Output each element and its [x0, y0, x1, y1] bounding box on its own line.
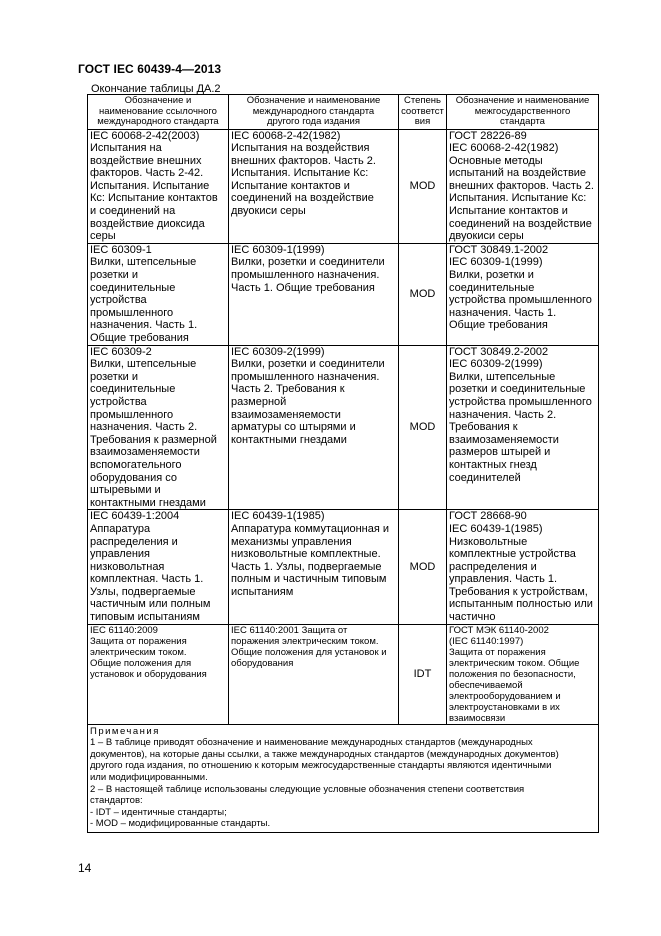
- text-line: установок и оборудования: [90, 668, 207, 680]
- text-line: IEC 61140:2009: [90, 624, 158, 636]
- text-line: механизмы управления: [231, 535, 352, 548]
- text-line: межгосударственного: [474, 105, 571, 117]
- text-line: стандарта: [500, 116, 545, 127]
- text-line: соответст: [401, 105, 444, 117]
- text-line: Кс: Испытание контактов: [90, 192, 218, 205]
- text-line: Аппаратура коммутационная и: [231, 522, 390, 535]
- text-line: Обозначение и наименование: [455, 95, 590, 106]
- text-line: комплектная. Часть 1.: [90, 573, 204, 586]
- text-line: IEC 60309-1(1999): [231, 243, 325, 256]
- text-line: внешних факторов. Часть 2.: [231, 154, 376, 167]
- text-line: вспомогательного: [90, 458, 182, 471]
- text-line: Вилки, штепсельные: [90, 358, 197, 371]
- text-line: Общие положения для: [90, 657, 192, 669]
- text-line: Требования к устройствам,: [449, 585, 588, 598]
- cell-interstate-standard: [447, 243, 599, 345]
- text-line: факторов. Часть 2-42.: [90, 167, 204, 180]
- text-line: назначения. Часть 1.: [449, 306, 557, 319]
- text-line: Испытания на: [90, 142, 162, 155]
- text-line: Общие требования: [90, 332, 189, 344]
- text-line: серы: [90, 230, 116, 243]
- text-line: размеров штырей и: [449, 446, 551, 459]
- text-line: Защита от поражения: [90, 635, 187, 647]
- text-line: распределения и: [449, 560, 537, 573]
- text-line: Вилки, штепсельные: [449, 370, 556, 383]
- text-line: Обозначение и: [124, 95, 192, 106]
- text-line: Обозначение и наименование: [246, 95, 381, 106]
- text-line: Защита от поражения: [449, 646, 546, 658]
- text-line: Часть 2. Требования к: [231, 383, 345, 396]
- text-line: промышленного назначения.: [231, 370, 380, 383]
- text-line: или модифицированными.: [90, 772, 208, 784]
- text-line: ГОСТ МЭК 61140-2002: [449, 624, 549, 636]
- cell-other-edition: [229, 624, 399, 724]
- standards-table: [87, 94, 599, 833]
- cell-degree: MOD: [399, 129, 447, 243]
- text-line: другого года издания, по отношению к которым межгосударственные стандарты являются идентичными: [90, 760, 552, 772]
- text-line: электрическим током. Общие: [449, 657, 580, 669]
- notes-title: Примечания: [90, 725, 160, 737]
- text-line: взаимосвязи: [449, 712, 506, 724]
- table-notes: [88, 724, 599, 832]
- text-line: Испытания. Испытание: [90, 179, 210, 192]
- text-line: распределения и: [90, 535, 178, 548]
- text-line: взаимозаменяемости: [449, 433, 559, 446]
- text-line: контактными гнездами: [231, 433, 347, 446]
- text-line: наименование ссылочного: [99, 105, 217, 117]
- text-line: Вилки, штепсельные: [90, 256, 197, 269]
- text-line: документов), на которые даны ссылки, а также международных стандартов (международных документов): [90, 748, 559, 760]
- text-line: воздействие диоксида: [90, 217, 205, 230]
- text-line: соединительные: [90, 383, 176, 396]
- cell-other-edition: [229, 129, 399, 243]
- text-line: контактных гнезд: [449, 458, 537, 471]
- text-line: контактными гнездами: [90, 496, 206, 509]
- text-line: Часть 1. Общие требования: [231, 281, 375, 294]
- text-line: частично: [449, 611, 496, 624]
- text-line: поражения электрическим током.: [231, 635, 379, 647]
- text-line: IEC 60068-2-42(1982): [449, 142, 559, 155]
- cell-reference-standard: [88, 345, 229, 510]
- text-line: IEC 60068-2-42(1982): [231, 129, 341, 142]
- text-line: Испытания на воздействия: [231, 142, 370, 155]
- text-line: устройства промышленного: [449, 395, 592, 408]
- text-line: оборудования: [231, 657, 294, 669]
- text-line: устройства: [90, 294, 147, 307]
- text-line: взаимозаменяемости: [90, 446, 200, 459]
- text-line: оборудования со: [90, 471, 178, 484]
- text-line: ГОСТ 28668-90: [449, 510, 527, 523]
- text-line: розетки и соединительные: [449, 383, 586, 396]
- text-line: соединительные: [449, 281, 535, 294]
- cell-reference-standard: [88, 243, 229, 345]
- text-line: Требования к размерной: [90, 433, 217, 446]
- text-line: устройства промышленного: [449, 294, 592, 307]
- text-line: электрическим током.: [90, 646, 187, 658]
- text-line: управления: [90, 548, 150, 561]
- text-line: IEC 60439-1(1985): [231, 510, 325, 523]
- cell-degree: MOD: [399, 243, 447, 345]
- text-line: штыревыми и: [90, 484, 161, 497]
- text-line: 2 – В настоящей таблице использованы следующие условные обозначения степени соответствия: [90, 783, 525, 795]
- text-line: Вилки, розетки и: [449, 269, 534, 282]
- col-header-interstate-standard: [447, 95, 599, 130]
- text-line: международного стандарта: [97, 116, 219, 127]
- text-line: IEC 61140:2001 Защита от: [231, 624, 348, 636]
- text-line: розетки и: [90, 370, 138, 383]
- text-line: - MOD – модифицированные стандарты.: [90, 818, 271, 830]
- text-line: Основные методы: [449, 154, 543, 167]
- text-line: частичным или полным: [90, 598, 211, 611]
- table-row: [88, 243, 599, 345]
- text-line: Аппаратура: [90, 522, 151, 535]
- document-header: ГОСТ IEC 60439-4—2013: [78, 62, 222, 76]
- table-caption: Окончание таблицы ДА.2: [91, 83, 221, 95]
- cell-degree: MOD: [399, 345, 447, 510]
- text-line: Часть 1. Узлы, подвергаемые: [231, 560, 382, 573]
- text-line: промышленного: [90, 408, 174, 421]
- col-header-other-edition: [229, 95, 399, 130]
- text-line: и соединений на: [90, 205, 176, 218]
- text-line: IEC 60309-2: [90, 345, 152, 358]
- text-line: Испытание контактов и: [449, 205, 568, 218]
- text-line: IEC 60309-1: [90, 243, 152, 256]
- text-line: комплектные устройства: [449, 548, 576, 561]
- notes-body: [90, 737, 596, 830]
- table-header-row: [88, 95, 599, 130]
- cell-other-edition: [229, 510, 399, 624]
- cell-reference-standard: [88, 510, 229, 624]
- text-line: низковольтная: [90, 560, 165, 573]
- cell-interstate-standard: [447, 510, 599, 624]
- text-line: Вилки, розетки и соединители: [231, 256, 385, 269]
- text-line: IEC 60309-2(1999): [231, 345, 325, 358]
- cell-reference-standard: [88, 624, 229, 724]
- text-line: IEC 60309-2(1999): [449, 358, 543, 371]
- cell-interstate-standard: [447, 129, 599, 243]
- text-line: розетки и: [90, 269, 138, 282]
- text-line: испытаниям: [231, 585, 294, 598]
- text-line: ГОСТ 28226-89: [449, 129, 527, 142]
- text-line: испытаний на воздействие: [449, 167, 587, 180]
- text-line: электрооборудованием и: [449, 690, 561, 702]
- text-line: IEC 60439-1:2004: [90, 510, 180, 523]
- text-line: полным и частичным типовым: [231, 573, 387, 586]
- text-line: соединений на воздействие: [231, 192, 374, 205]
- text-line: вия: [414, 116, 431, 127]
- cell-degree: IDT: [399, 624, 447, 724]
- text-line: двуокиси серы: [231, 205, 306, 218]
- text-line: электроустановками в их: [449, 701, 560, 713]
- col-header-reference-standard: [88, 95, 229, 130]
- text-line: Узлы, подвергаемые: [90, 585, 196, 598]
- text-line: международного стандарта: [252, 105, 375, 117]
- cell-reference-standard: [88, 129, 229, 243]
- text-line: 1 – В таблице приводят обозначение и наименование международных стандартов (международных: [90, 737, 533, 749]
- text-line: Испытания. Испытание Кс:: [449, 192, 587, 205]
- text-line: ГОСТ 30849.2-2002: [449, 345, 549, 358]
- cell-interstate-standard: [447, 624, 599, 724]
- text-line: назначения. Часть 1.: [90, 319, 198, 332]
- text-line: другого года издания: [267, 116, 360, 127]
- text-line: взаимозаменяемости: [231, 408, 341, 421]
- cell-other-edition: [229, 243, 399, 345]
- text-line: Общие требования: [449, 319, 548, 332]
- text-line: промышленного: [90, 306, 174, 319]
- text-line: низковольтные комплектные.: [231, 548, 381, 561]
- text-line: Испытание контактов и: [231, 179, 350, 192]
- text-line: управления. Часть 1.: [449, 573, 558, 586]
- text-line: Общие положения для установок и: [231, 646, 387, 658]
- text-line: соединителей: [449, 471, 521, 484]
- text-line: размерной: [231, 395, 287, 408]
- text-line: воздействие внешних: [90, 154, 202, 167]
- text-line: арматуры со штырями и: [231, 421, 356, 434]
- text-line: Степень: [403, 95, 441, 106]
- text-line: IEC 60068-2-42(2003): [90, 129, 200, 142]
- text-line: соединений на воздействие: [449, 217, 592, 230]
- cell-interstate-standard: [447, 345, 599, 510]
- table-row: [88, 129, 599, 243]
- notes-row: [88, 724, 599, 832]
- text-line: внешних факторов. Часть 2.: [449, 179, 594, 192]
- text-line: назначения. Часть 2.: [90, 421, 198, 434]
- cell-degree: MOD: [399, 510, 447, 624]
- text-line: Вилки, розетки и соединители: [231, 358, 385, 371]
- text-line: ГОСТ 30849.1-2002: [449, 243, 549, 256]
- table-row: [88, 624, 599, 724]
- text-line: стандартов:: [90, 795, 143, 807]
- table-row: [88, 510, 599, 624]
- text-line: положения по безопасности,: [449, 668, 576, 680]
- text-line: промышленного назначения.: [231, 269, 380, 282]
- text-line: (IEC 61140:1997): [449, 635, 524, 647]
- text-line: Испытания. Испытание Кс:: [231, 167, 369, 180]
- text-line: испытанным полностью или: [449, 598, 593, 611]
- page-number: 14: [78, 861, 92, 875]
- text-line: обеспечиваемой: [449, 679, 523, 691]
- text-line: Низковольтные: [449, 535, 528, 548]
- col-header-degree: [399, 95, 447, 130]
- text-line: соединительные: [90, 281, 176, 294]
- cell-other-edition: [229, 345, 399, 510]
- table-row: [88, 345, 599, 510]
- text-line: устройства: [90, 395, 147, 408]
- text-line: IEC 60309-1(1999): [449, 256, 543, 269]
- text-line: - IDT – идентичные стандарты;: [90, 806, 227, 818]
- text-line: типовым испытаниям: [90, 611, 200, 624]
- text-line: Требования к: [449, 421, 518, 434]
- text-line: IEC 60439-1(1985): [449, 522, 543, 535]
- text-line: назначения. Часть 2.: [449, 408, 557, 421]
- text-line: двуокиси серы: [449, 230, 524, 243]
